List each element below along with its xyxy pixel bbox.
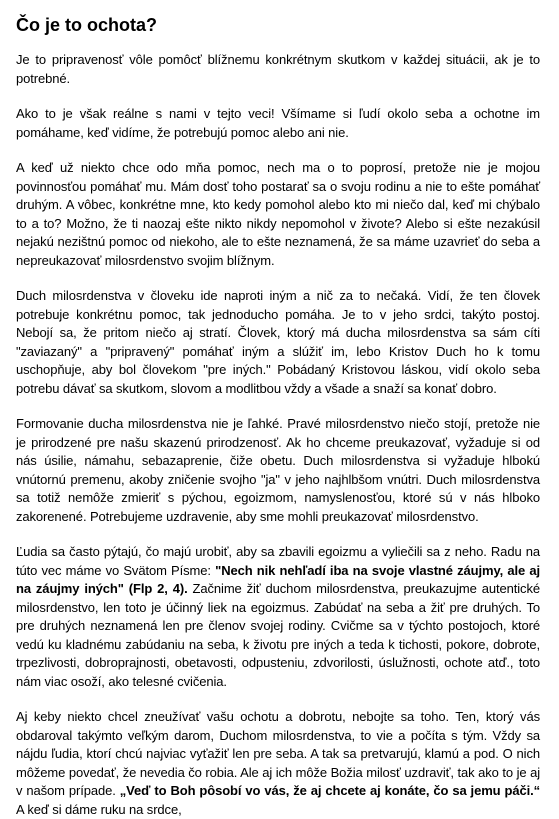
page-title: Čo je to ochota? <box>16 15 157 35</box>
scripture-quote: "Nech nik nehľadí iba na svoje vlastné záujmy, ale aj na záujmy iných" (Flp 2, 4). <box>16 562 540 596</box>
paragraph-reality: Ako to je však reálne s nami v tejto veci! Všímame si ľudí okolo seba a ochotne im pomáhame, keď vidíme, že potrebujú pomoc alebo ani nie. <box>16 106 540 140</box>
paragraph-text: A keď si dáme ruku na srdce, <box>16 801 182 817</box>
paragraph-misuse <box>16 708 540 819</box>
paragraph-text: Aj keby niekto chcel zneužívať vašu ochotu a dobrotu, nebojte sa toho. Ten, ktorý vás obdaroval takýmto veľkým darom, Duchom milosrdenstva, to vie a počíta s tým. Vždy sa nájdu ľudia, ktorí chcú najviac vyťažiť len pre seba. A tak sa pretvarujú, klamú a pod. O nich môžeme povedať, že nevedia čo robia. Ale aj ich môže Božia milosť uzdraviť, tak ako to je aj v našom prípade. <box>16 709 540 798</box>
paragraph-text: Ľudia sa často pýtajú, čo majú urobiť, aby sa zbavili egoizmu a vyliečili sa z neho. Radu na túto vec máme vo Svätom Písme: <box>16 544 540 578</box>
paragraph-spirit-of-mercy: Duch milosrdenstva v človeku ide naproti iným a nič za to nečaká. Vidí, že ten človek potrebuje konkrétnu pomoc, tak jednoducho pomáha. Je to v jeho srdci, takýto postoj. Nebojí sa, že pritom niečo aj stratí. Človek, ktorý má ducha milosrdenstva sa sám cíti "zaviazaný" a "pripravený" pomáhať iným a slúžiť im, lebo Kristov Duch ho k tomu uschopňuje, aby bol človekom "pre iných." Pobádaný Kristovou láskou, vidí okolo seba potrebu dávať sa skutkom, slovom a modlitbou vždy a všade a snaží sa konať dobro. <box>16 288 540 396</box>
paragraph-definition: Je to pripravenosť vôle pomôcť blížnemu konkrétnym skutkom v každej situácii, ak je to potrebné. <box>16 52 540 86</box>
scripture-quote: „Veď to Boh pôsobí vo vás, že aj chcete aj konáte, čo sa jemu páči.“ <box>119 783 541 798</box>
paragraph-formation: Formovanie ducha milosrdenstva nie je ľahké. Pravé milosrdenstvo niečo stojí, pretože nie je prirodzené pre našu skazenú prirodzenosť. Ak ho chceme preukazovať, vyžaduje si od nás úsilie, námahu, sebazaprenie, čiže obetu. Duch milosrdenstva si vyžaduje hlbokú vnútornú premenu, akoby zničenie svojho "ja" v jeho najhlbšom vnútri. Duch milosrdenstva sa totiž nemôže zmieriť s pýchou, egoizmom, namyslenosťou, ktoré sú v nás hlboko zakorenené. Potrebujeme uzdravenie, aby sme mohli preukazovať milosrdenstvo. <box>16 416 540 524</box>
paragraph-asking-for-help: A keď už niekto chce odo mňa pomoc, nech ma o to poprosí, pretože nie je mojou povinnosťou pomáhať mu. Mám dosť toho postarať sa o svoju rodinu a nie to ešte pomáhať druhým. A vôbec, konkrétne mne, kto kedy pomohol alebo kto mi niečo dal, keď mi chýbalo to a to? Možno, že ti naozaj ešte nikto nikdy nepomohol v živote? Alebo si ešte nezakúsil nejakú nezištnú pomoc od niekoho, ale to ešte neznamená, že sa máme uzavrieť do seba a nepreukazovať milosrdenstvo svojim blížnym. <box>16 160 540 268</box>
paragraph-text: Začnime žiť duchom milosrdenstva, preukazujme autentické milosrdenstvo, len toto je účinný liek na egoizmus. Zabúdať na seba a žiť pre druhých. To pre druhých neznamená len pre členov svojej rodiny. Cvičme sa v týchto postojoch, ktoré vedú ku kladnému zabúdaniu na seba, k životu pre iných a teda k tichosti, pokore, dobrote, trpezlivosti, dobroprajnosti, obetavosti, odpusteniu, zdvorilosti, úslužnosti, ochote atď., toto nám viac osoží, ako telesné cvičenia. <box>16 581 540 689</box>
paragraph-egoism <box>16 543 540 691</box>
